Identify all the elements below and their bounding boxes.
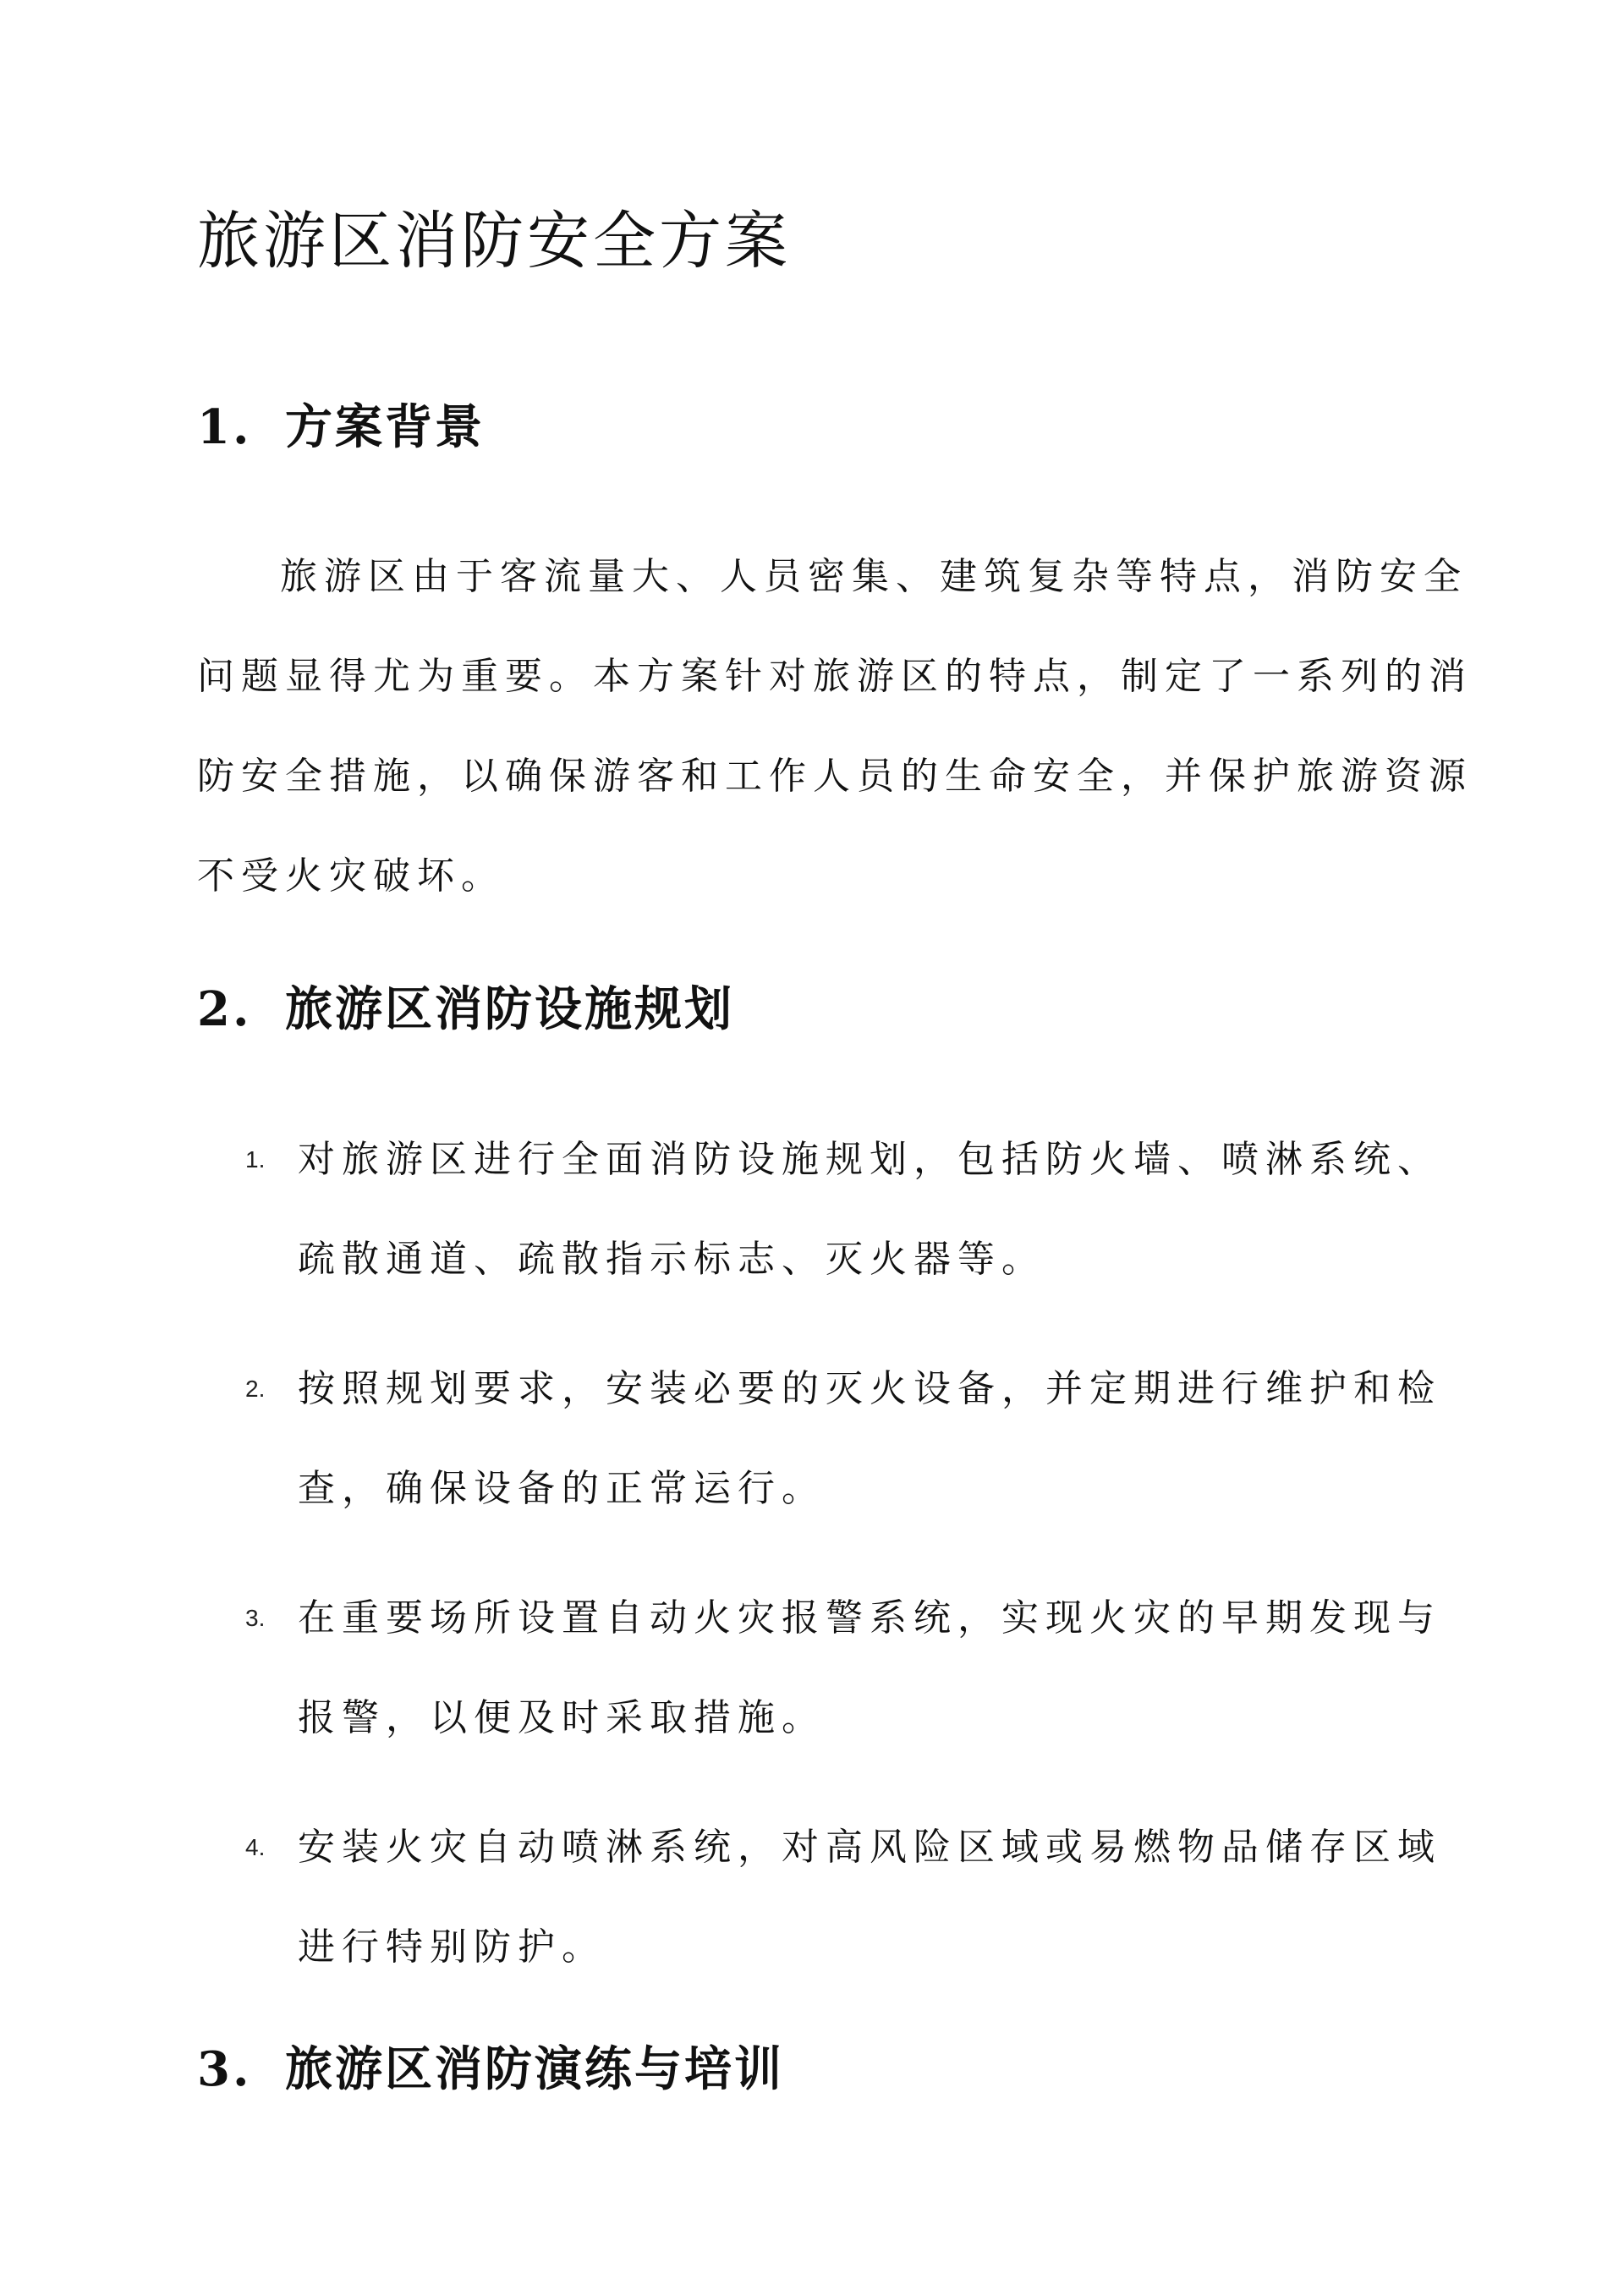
paragraph-line: 不受火灾破坏。 bbox=[197, 854, 505, 898]
section-title: 旅游区消防演练与培训 bbox=[285, 2041, 784, 2097]
list-item-line: 安装火灾自动喷淋系统，对高风险区域或易燃物品储存区域 bbox=[298, 1826, 1441, 1869]
section-number: 2. bbox=[197, 981, 252, 1037]
section-heading-3 bbox=[197, 2040, 784, 2099]
list-marker: 4. bbox=[245, 1834, 266, 1860]
list-item-line: 疏散通道、疏散指示标志、灭火器等。 bbox=[298, 1238, 1045, 1281]
list-item-line: 按照规划要求，安装必要的灭火设备，并定期进行维护和检 bbox=[298, 1367, 1441, 1410]
list-marker: 2. bbox=[245, 1376, 266, 1402]
list-item-line: 对旅游区进行全面消防设施规划，包括防火墙、喷淋系统、 bbox=[298, 1138, 1441, 1181]
list-item bbox=[245, 1798, 1446, 1997]
background-paragraph bbox=[197, 527, 1473, 926]
list-item-line: 在重要场所设置自动火灾报警系统，实现火灾的早期发现与 bbox=[298, 1596, 1441, 1640]
section-number: 1. bbox=[197, 399, 252, 455]
section-number: 3. bbox=[197, 2041, 252, 2097]
list-marker: 1. bbox=[245, 1146, 266, 1173]
list-marker: 3. bbox=[245, 1605, 266, 1631]
paragraph-line: 防安全措施，以确保游客和工作人员的生命安全，并保护旅游资源 bbox=[197, 755, 1473, 798]
list-item bbox=[245, 1110, 1446, 1310]
paragraph-line: 旅游区由于客流量大、人员密集、建筑复杂等特点，消防安全 bbox=[280, 555, 1468, 598]
list-item-line: 查，确保设备的正常运行。 bbox=[298, 1467, 826, 1510]
list-item bbox=[245, 1339, 1446, 1539]
section-title: 旅游区消防设施规划 bbox=[285, 981, 734, 1037]
section-heading-1 bbox=[197, 398, 485, 457]
list-item-line: 进行特别防护。 bbox=[298, 1925, 606, 1969]
section-title: 方案背景 bbox=[285, 399, 485, 455]
list-item bbox=[245, 1568, 1446, 1768]
document-title: 旅游区消防安全方案 bbox=[197, 205, 791, 277]
paragraph-line: 问题显得尤为重要。本方案针对旅游区的特点，制定了一系列的消 bbox=[197, 655, 1473, 698]
section-heading-2 bbox=[197, 980, 734, 1039]
list-item-line: 报警，以便及时采取措施。 bbox=[298, 1696, 826, 1739]
